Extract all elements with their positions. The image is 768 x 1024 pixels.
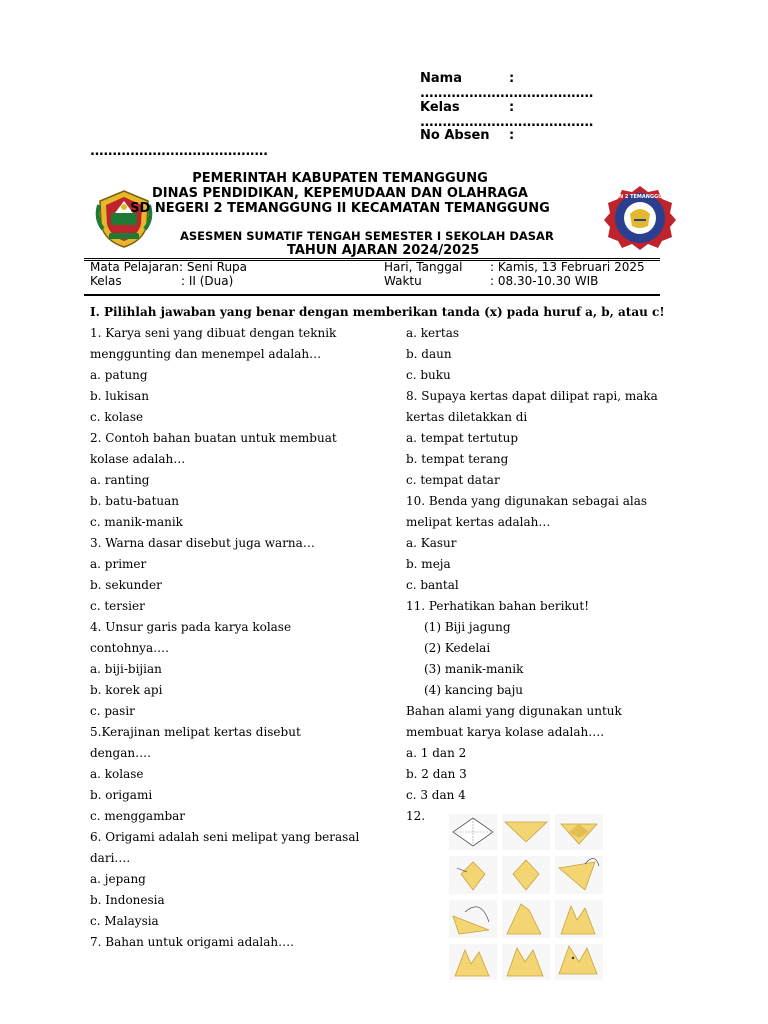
answer-option[interactable]: b. 2 dan 3 [406,767,467,781]
answer-option[interactable]: b. lukisan [90,389,150,403]
answer-option[interactable]: b. daun [406,347,452,361]
time-value: : 08.30-10.30 WIB [490,274,599,288]
info-bottom-rule [84,294,660,296]
answer-option[interactable]: a. Kasur [406,536,457,550]
answer-option[interactable]: b. tempat terang [406,452,509,466]
answer-option[interactable]: a. 1 dan 2 [406,746,467,760]
instruction-text: I. Pilihlah jawaban yang benar dengan memberikan tanda (x) pada huruf a, b, atau c! [90,305,665,319]
question-line: menggunting dan menempel adalah… [90,347,322,361]
question-line: 10. Benda yang digunakan sebagai alas [406,494,648,508]
question-line: 2. Contoh bahan buatan untuk membuat [90,431,337,445]
answer-option[interactable]: c. tersier [90,599,145,613]
header-line-3: SD NEGERI 2 TEMANGGUNG II KECAMATAN TEMANGGUNG [130,201,550,216]
answer-option[interactable]: b. korek api [90,683,163,697]
answer-option[interactable]: c. manik-manik [90,515,183,529]
answer-option[interactable]: a. primer [90,557,147,571]
absen-blank[interactable]: ........................................ [90,144,268,159]
answer-option[interactable]: c. kolase [90,410,144,424]
class-blank[interactable]: ....................................... [420,115,594,130]
question-line: contohnya…. [90,641,169,655]
left-question-column [90,323,359,953]
material-item: (2) Kedelai [424,641,491,655]
answer-option[interactable]: a. patung [90,368,148,382]
answer-option[interactable]: a. kolase [90,767,144,781]
right-question-column [406,323,658,827]
class-label: Kelas [420,100,460,115]
absen-label: No Absen [420,128,490,143]
info-top-rule [84,258,660,259]
answer-option[interactable]: b. sekunder [90,578,162,592]
day-label: Hari, Tanggal [384,260,463,274]
question-line: kolase adalah… [90,452,186,466]
answer-option[interactable]: a. tempat tertutup [406,431,519,445]
question-line: 11. Perhatikan bahan berikut! [406,599,590,613]
kelas-value: : II (Dua) [181,274,234,288]
material-item: (4) kancing baju [424,683,524,697]
answer-option[interactable]: c. tempat datar [406,473,500,487]
question-line: 3. Warna dasar disebut juga warna… [90,536,315,550]
name-colon: : [509,71,515,86]
question-line: 6. Origami adalah seni melipat yang berasal [90,830,360,844]
question-line: kertas diletakkan di [406,410,528,424]
academic-year: TAHUN AJARAN 2024/2025 [287,243,480,258]
answer-option[interactable]: c. menggambar [90,809,186,823]
answer-option[interactable]: a. kertas [406,326,460,340]
question-line: Bahan alami yang digunakan untuk [406,704,622,718]
subject-label: Mata Pelajaran: Seni Rupa [90,260,248,274]
answer-option[interactable]: c. buku [406,368,451,382]
question-line: 12. [406,809,426,823]
school-emblem-logo [604,184,676,250]
answer-option[interactable]: a. biji-bijian [90,662,162,676]
question-line: 8. Supaya kertas dapat dilipat rapi, maka [406,389,658,403]
question-line: dari…. [90,851,131,865]
time-label: Waktu [384,274,422,288]
absen-colon: : [509,128,515,143]
question-line: 4. Unsur garis pada karya kolase [90,620,292,634]
exam-title: ASESMEN SUMATIF TENGAH SEMESTER I SEKOLAH DASAR [180,229,554,243]
answer-option[interactable]: b. meja [406,557,451,571]
answer-option[interactable]: c. Malaysia [90,914,159,928]
class-colon: : [509,100,515,115]
answer-option[interactable]: b. batu-batuan [90,494,180,508]
answer-option[interactable]: c. 3 dan 4 [406,788,466,802]
material-item: (1) Biji jagung [424,620,511,634]
name-blank[interactable]: ....................................... [420,86,594,101]
header-line-1: PEMERINTAH KABUPATEN TEMANGGUNG [192,171,488,186]
question-line: 1. Karya seni yang dibuat dengan teknik [90,326,337,340]
question-line: 5.Kerajinan melipat kertas disebut [90,725,301,739]
kelas-label: Kelas [90,274,122,288]
day-value: : Kamis, 13 Februari 2025 [490,260,645,274]
answer-option[interactable]: c. pasir [90,704,135,718]
answer-option[interactable]: a. jepang [90,872,146,886]
name-label: Nama [420,71,462,86]
answer-option[interactable]: a. ranting [90,473,150,487]
question-line: membuat karya kolase adalah…. [406,725,605,739]
answer-option[interactable]: b. origami [90,788,153,802]
question-line: melipat kertas adalah… [406,515,551,529]
header-line-2: DINAS PENDIDIKAN, KEPEMUDAAN DAN OLAHRAGA [152,186,528,201]
question-line: dengan…. [90,746,151,760]
origami-steps-image [445,812,607,984]
school-logo-text: SD N 2 TEMANGGUNG [609,194,671,200]
answer-option[interactable]: c. bantal [406,578,459,592]
question-line: 7. Bahan untuk origami adalah…. [90,935,294,949]
material-item: (3) manik-manik [424,662,524,676]
answer-option[interactable]: b. Indonesia [90,893,165,907]
